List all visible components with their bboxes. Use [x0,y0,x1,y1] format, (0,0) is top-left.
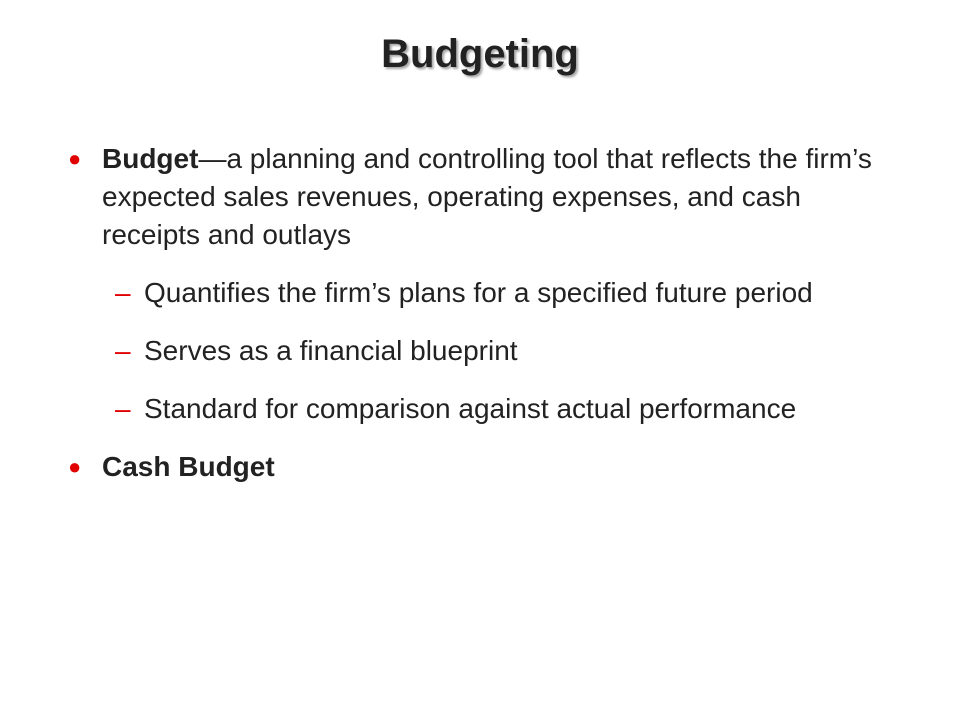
dash-icon: – [115,335,131,366]
sub-bullet-text: Standard for comparison against actual performance [144,393,797,424]
sub-bullet-text: Serves as a financial blueprint [144,335,518,366]
sub-bullet-text: Quantifies the firm’s plans for a specified future period [144,277,813,308]
budget-definition: —a planning and controlling tool that reflects the firm’s expected sales revenues, operating expenses, and cash receipts and outlays [102,143,872,250]
slide-content [62,140,882,506]
sub-bullet-quantifies [62,274,882,312]
bullet-cash-budget [62,448,882,486]
sub-bullet-blueprint [62,332,882,370]
dash-icon: – [115,393,131,424]
bullet-dot-icon: ● [68,146,82,171]
bullet-budget [62,140,882,254]
dash-icon: – [115,277,131,308]
budget-term: Budget [102,143,199,174]
cash-budget-term: Cash Budget [102,451,275,482]
bullet-dot-icon: ● [68,454,82,479]
slide-title: Budgeting [381,32,579,76]
sub-bullet-standard [62,390,882,428]
